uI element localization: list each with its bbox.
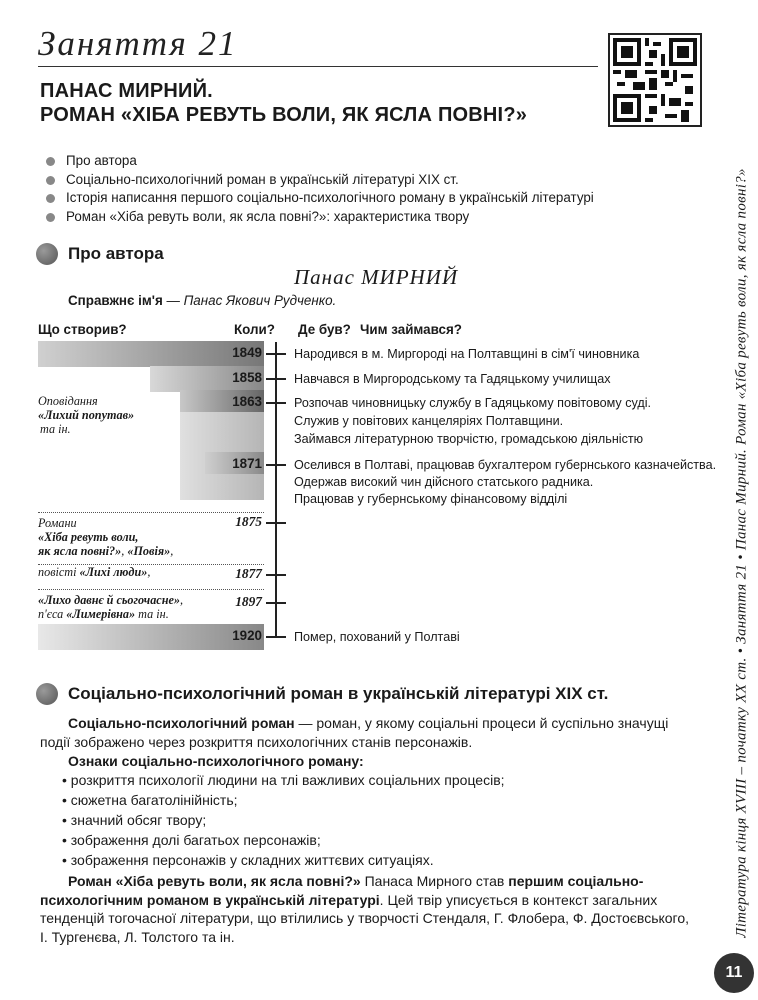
timeline-tick	[266, 353, 286, 355]
timeline-event: Народився в м. Миргороді на Полтавщині в сім'ї чиновника	[294, 347, 640, 361]
timeline-event: Навчався в Миргородському та Гадяцькому училищах	[294, 372, 611, 386]
work-title: «Повія»	[127, 544, 171, 558]
dotted-divider	[38, 589, 264, 590]
page-number: 11	[714, 953, 754, 993]
lesson-title: Заняття 21	[38, 24, 238, 63]
timeline-tick	[266, 522, 286, 524]
work-title: «Хіба ревуть воли,	[38, 530, 139, 544]
real-name-label: Справжнє ім'я	[68, 293, 163, 308]
timeline-tick	[266, 402, 286, 404]
main-heading-line2: РОМАН «ХІБА РЕВУТЬ ВОЛИ, ЯК ЯСЛА ПОВНІ?»	[40, 104, 528, 126]
section-dot-icon	[36, 243, 58, 265]
timeline-tick	[266, 574, 286, 576]
definition-term: Соціально-психологічний роман	[68, 715, 295, 731]
works-type: Романи	[38, 516, 77, 530]
dotted-divider	[38, 512, 264, 513]
topics-list	[44, 152, 594, 226]
timeline-year: 1897	[235, 594, 262, 609]
features-heading: Ознаки соціально-психологічного роману:	[68, 753, 364, 769]
timeline-event: Працював у губернському фінансовому відділі	[294, 492, 568, 506]
section-dot-icon	[36, 683, 58, 705]
main-heading-line1: ПАНАС МИРНИЙ.	[40, 80, 213, 102]
timeline-event: Розпочав чиновницьку службу в Гадяцькому повітовому суді.	[294, 396, 652, 410]
works-etc: та ін.	[135, 607, 169, 621]
feature-item: • сюжетна багатолінійність;	[62, 790, 505, 810]
works-sep: ,	[147, 565, 151, 579]
works-tales	[38, 565, 150, 579]
section-title: Про автора	[68, 244, 164, 263]
timeline-event: Одержав високий чин дійсного статського радника.	[294, 475, 594, 489]
work-title: «Лимерівна»	[66, 607, 136, 621]
feature-item: • значний обсяг твору;	[62, 810, 505, 830]
qr-code-icon[interactable]	[608, 33, 702, 127]
work-title: як ясла повні?»	[38, 544, 122, 558]
timeline-year: 1863	[232, 394, 262, 409]
timeline-event: Займався літературною творчістю, громадською діяльністю	[294, 432, 644, 446]
works-sep: ,	[170, 544, 174, 558]
running-title-text: Література кінця XVIII – початку XX ст. • Заняття 21 • Панас Мирний. Роман «Хіба ревуть воли, як ясла повні?»	[733, 168, 750, 938]
running-title	[730, 118, 754, 988]
column-header-doing: Чим займався?	[360, 322, 462, 337]
section-heading-novel	[36, 683, 608, 705]
timeline-event: Помер, похований у Полтаві	[294, 630, 460, 644]
work-title: «Лихий попутав»	[38, 408, 135, 422]
timeline-tick	[266, 602, 286, 604]
works-sep: ,	[179, 593, 184, 607]
real-name-sep: —	[162, 293, 184, 308]
topic-item: Соціально-психологічний роман в українській літературі XIX ст.	[44, 171, 594, 190]
works-sep: ,	[121, 544, 128, 558]
works-type: Оповідання	[38, 394, 98, 408]
real-name-value: Панас Якович Рудченко.	[183, 293, 337, 308]
works-novels	[38, 516, 173, 558]
timeline-axis	[275, 342, 277, 638]
section-heading-author	[36, 243, 164, 265]
timeline-event: Служив у повітових канцеляріях Полтавщини.	[294, 414, 564, 428]
topic-item: Історія написання першого соціально-психологічного роману в українській літературі	[44, 189, 594, 208]
works-stories	[38, 394, 134, 436]
timeline-year: 1858	[232, 370, 262, 385]
timeline-event: Оселився в Полтаві, працював бухгалтером губернського казначейства.	[294, 458, 717, 472]
timeline-tick	[266, 378, 286, 380]
section-title: Соціально-психологічний роман в українській літературі XIX ст.	[68, 684, 609, 703]
closing-text: Панаса Мирного став	[360, 873, 509, 889]
definition-text: — роман, у якому соціальні процеси й суспільно значущі події зображено через розкриття психологічних станів персонажів.	[40, 715, 669, 750]
timeline-year: 1920	[232, 628, 262, 643]
column-header-where: Де був?	[298, 322, 351, 337]
feature-item: • розкриття психології людини на тлі важливих соціальних процесів;	[62, 770, 505, 790]
works-play	[38, 593, 183, 621]
features-list	[62, 770, 505, 870]
timeline-year: 1877	[235, 566, 262, 581]
feature-item: • зображення персонажів у складних життєвих ситуаціях.	[62, 850, 505, 870]
works-etc: та ін.	[40, 422, 71, 436]
column-header-when: Коли?	[234, 322, 275, 337]
author-name: Панас МИРНИЙ	[294, 265, 459, 289]
real-name-line	[68, 293, 336, 308]
topic-item: Про автора	[44, 152, 594, 171]
timeline-tick	[266, 464, 286, 466]
definition-paragraph	[40, 714, 700, 751]
works-type: п'єса	[38, 607, 67, 621]
closing-emphasis: першим соціально-психологічним романом в українській літературі	[40, 873, 644, 908]
works-type: повісті	[38, 565, 80, 579]
topic-item: Роман «Хіба ревуть воли, як ясла повні?»: характеристика твору	[44, 208, 594, 227]
timeline-year: 1871	[232, 456, 262, 471]
closing-paragraph	[40, 872, 700, 946]
work-title: «Лихо давнє й сьогочасне»	[38, 593, 180, 607]
timeline-year: 1849	[232, 345, 262, 360]
title-rule	[38, 66, 598, 67]
timeline-tick	[266, 636, 286, 638]
column-header-what: Що створив?	[38, 322, 127, 337]
timeline-year: 1875	[235, 514, 262, 529]
closing-text: . Цей твір уписується в контекст загальних тенденцій тогочасної літератури, що втілились у творчості Стендаля, Г. Флобера, Ф. Достоєвського, І. Тургенєва, Л. Толстого та ін.	[40, 891, 690, 945]
work-title: «Лихі люди»	[79, 565, 148, 579]
novel-title: Роман «Хіба ревуть воли, як ясла повні?»	[68, 873, 361, 889]
feature-item: • зображення долі багатьох персонажів;	[62, 830, 505, 850]
